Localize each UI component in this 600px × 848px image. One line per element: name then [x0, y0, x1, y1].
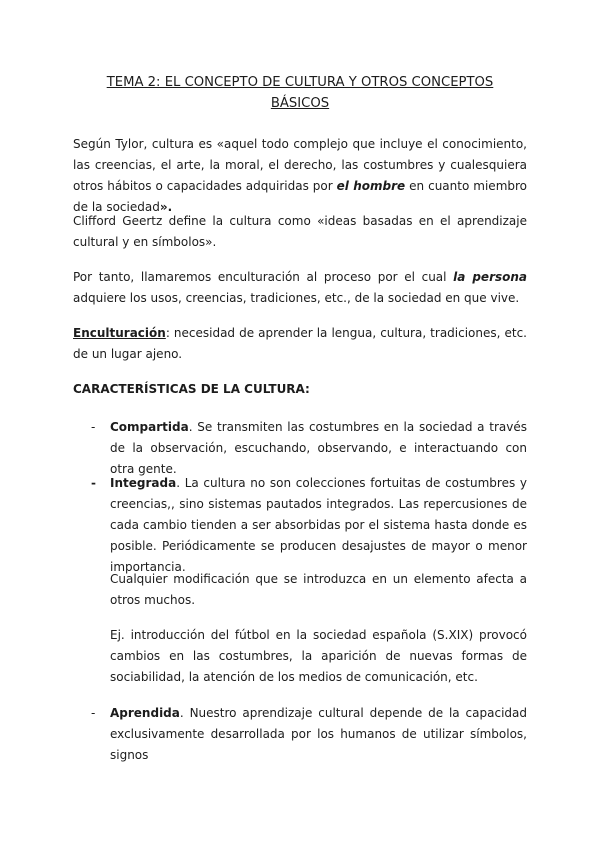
tylor-text: Según Tylor, cultura es «aquel todo complejo que incluye el conocimiento, las creencias, el arte, la moral, el derecho, las costumbres y cualesquiera otros hábitos o capacidades adquiridas por: [73, 137, 527, 193]
geertz-definition: [73, 211, 527, 253]
list-bullet: -: [91, 420, 96, 434]
integrada-paragraph-2: [110, 569, 527, 611]
geertz-text: Clifford Geertz define la cultura como «ideas basadas en el aprendizaje cultural y en símbolos».: [73, 214, 527, 249]
list-bullet: -: [91, 706, 96, 720]
title-line-2: BÁSICOS: [270, 96, 330, 111]
enculturacion-term: Enculturación: [73, 326, 166, 340]
list-item-integrada: [110, 473, 527, 578]
item-text: . La cultura no son colecciones fortuitas de costumbres y creencias,, sino sistemas pautados integrados. Las repercusiones de cada cambio tienden a ser absorbidas por el sistema hasta donde es posible. Periódicamente se producen desajustes de mayor o menor importancia.: [110, 476, 527, 574]
tylor-definition: [73, 134, 527, 218]
tylor-close-quote: ».: [159, 200, 173, 214]
item-term: Aprendida: [110, 706, 180, 720]
title-line-1: TEMA 2: EL CONCEPTO DE CULTURA Y OTROS CONCEPTOS: [106, 75, 494, 90]
tylor-emphasis: el hombre: [336, 179, 406, 193]
tylor-text-end: en cuanto miembro de la sociedad: [73, 179, 528, 214]
enculturacion-paragraph: [73, 267, 527, 309]
enculturacion-definition: [73, 323, 527, 365]
enculturacion-def-text: : necesidad de aprender la lengua, cultura, tradiciones, etc. de un lugar ajeno.: [73, 326, 527, 361]
document-title: [60, 72, 540, 114]
item-paragraph: Cualquier modificación que se introduzca en un elemento afecta a otros muchos.: [110, 572, 527, 607]
list-item-compartida: [110, 417, 527, 480]
enculturacion-text: Por tanto, llamaremos enculturación al proceso por el cual: [73, 270, 454, 284]
enculturacion-emphasis: la persona: [453, 270, 528, 284]
item-term: Integrada: [110, 476, 177, 490]
section-heading: CARACTERÍSTICAS DE LA CULTURA:: [73, 382, 310, 396]
item-term: Compartida: [110, 420, 189, 434]
enculturacion-text-end: adquiere los usos, creencias, tradiciones, etc., de la sociedad en que vive.: [73, 291, 520, 305]
list-item-aprendida: [110, 703, 527, 766]
item-text: . Nuestro aprendizaje cultural depende de la capacidad exclusivamente desarrollada por los humanos de utilizar símbolos, signos: [110, 706, 527, 762]
list-bullet: -: [91, 476, 96, 490]
item-text: . Se transmiten las costumbres en la sociedad a través de la observación, escuchando, observando, e interactuando con otra gente.: [110, 420, 527, 476]
integrada-example: [110, 625, 527, 688]
item-paragraph: Ej. introducción del fútbol en la sociedad española (S.XIX) provocó cambios en las costumbres, la aparición de nuevas formas de sociabilidad, la atención de los medios de comunicación, etc.: [110, 628, 527, 684]
